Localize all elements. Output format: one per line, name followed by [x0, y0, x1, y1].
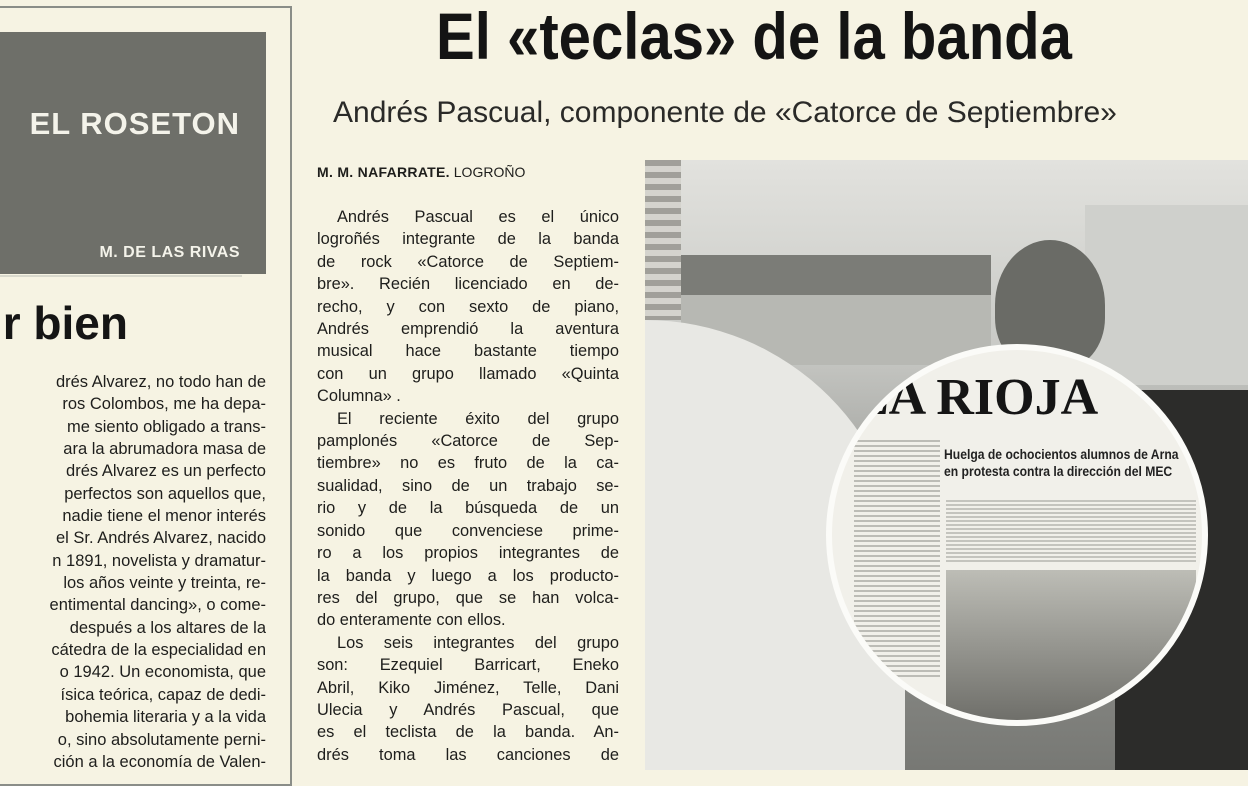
text-line: con un grupo llamado «Quinta [317, 364, 619, 383]
text-line: tiembre» no es fruto de la ca- [317, 454, 619, 473]
text-line: Ulecia y Andrés Pascual, que [317, 700, 619, 719]
byline [317, 164, 525, 180]
inset-text-columns [946, 500, 1196, 564]
text-line: ro a los propios integrantes de [317, 544, 619, 563]
text-line: rio y de la búsqueda de un [317, 499, 619, 518]
text-line: Andrés emprendió la aventura [317, 320, 619, 339]
text-line: logroñés integrante de la banda [317, 230, 619, 249]
text-line: musical hace bastante tiempo [317, 342, 619, 361]
article-body [317, 206, 619, 766]
inset-headline: Huelga de ochocientos alumnos de Arna en protesta contra la dirección del MEC [944, 447, 1179, 479]
text-line: bohemia literaria y a la vida [65, 708, 266, 727]
article-subtitle: Andrés Pascual, componente de «Catorce de Septiembre» [333, 96, 1117, 129]
divider [0, 275, 242, 277]
text-line: sonido que convenciese prime- [317, 521, 619, 540]
inset-photo [946, 570, 1196, 720]
text-line: cátedra de la especialidad en [51, 641, 266, 660]
text-line: drés Alvarez es un perfecto [66, 462, 266, 481]
text-line: ción a la economía de Valen- [53, 752, 266, 771]
text-line: Los seis integrantes del grupo [337, 633, 619, 652]
text-line: Andrés Pascual es el único [337, 208, 619, 226]
column-body [0, 371, 266, 773]
tower-building [1085, 205, 1248, 385]
text-line: el Sr. Andrés Alvarez, nacido [55, 529, 266, 548]
column-headline: r bien [2, 297, 128, 349]
text-line: la banda y luego a los producto- [317, 566, 619, 585]
text-line: res del grupo, que se han volca- [317, 588, 619, 607]
text-line: El reciente éxito del grupo [337, 409, 619, 428]
text-line: drés Alvarez, no todo han de [55, 373, 266, 391]
text-line: son: Ezequiel Barricart, Eneko [317, 656, 619, 675]
text-line: sualidad, sino de un trabajo se- [317, 476, 619, 495]
text-line: do enteramente con ellos. [317, 611, 506, 630]
text-line: drés toma las canciones de [317, 745, 619, 764]
inset-sidebar [854, 440, 940, 680]
text-line: Columna» . [317, 387, 401, 406]
text-line: Abril, Kiko Jiménez, Telle, Dani [317, 678, 619, 697]
byline-place: LOGROÑO [453, 164, 526, 180]
text-line: perfectos son aquellos que, [64, 484, 266, 503]
text-line: pamplonés «Catorce de Sep- [317, 432, 619, 451]
text-line: nadie tiene el menor interés [62, 507, 266, 526]
text-line: entimental dancing», o come- [49, 596, 266, 615]
text-line: me siento obligado a trans- [66, 417, 266, 436]
brick-wall [645, 160, 681, 320]
article-title: El «teclas» de la banda [436, 0, 1072, 73]
text-line: ros Colombos, me ha depa- [62, 395, 266, 414]
text-line: los años veinte y treinta, re- [63, 574, 266, 593]
byline-author: M. M. NAFARRATE. [317, 164, 450, 180]
column-header-box [0, 32, 266, 274]
text-line: o, sino absolutamente perni- [57, 730, 266, 749]
text-line: es el teclista de la banda. An- [317, 723, 619, 742]
text-line: n 1891, novelista y dramatur- [52, 551, 266, 570]
inset-masthead: LA RIOJA [854, 369, 1099, 426]
column-name: EL ROSETON [29, 106, 240, 141]
roof [681, 255, 991, 295]
text-line: bre». Recién licenciado en de- [317, 275, 619, 294]
text-line: después a los altares de la [69, 618, 266, 637]
text-line: de rock «Catorce de Septiem- [317, 252, 619, 271]
newspaper-inset [826, 344, 1208, 726]
text-line: recho, y con sexto de piano, [317, 297, 619, 316]
text-line: o 1942. Un economista, que [59, 663, 266, 682]
column-author: M. DE LAS RIVAS [99, 244, 240, 261]
text-line: ísica teórica, capaz de dedi- [60, 685, 266, 704]
text-line: ara la abrumadora masa de [63, 440, 266, 459]
